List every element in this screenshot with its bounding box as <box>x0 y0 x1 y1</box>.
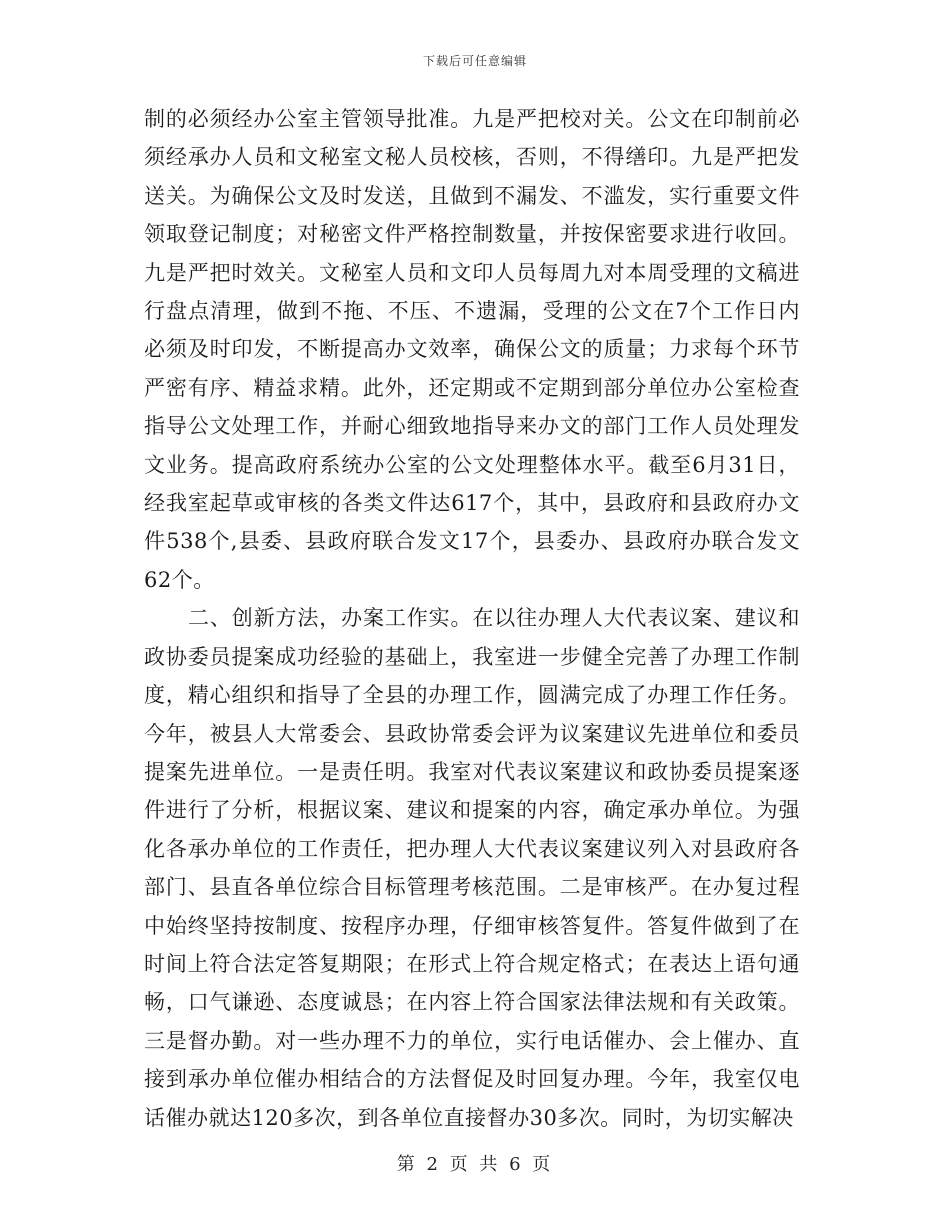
page-footer: 第 2 页 共 6 页 <box>396 1154 554 1175</box>
body-paragraph-2: 二、创新方法，办案工作实。在以往办理人大代表议案、建议和政协委员提案成功经验的基础上，我室进一步健全完善了办理工作制度，精心组织和指导了全县的办理工作，圆满完成了办理工作任务。今年，被县人大常委会、县政协常委会评为议案建议先进单位和委员提案先进单位。一是责任明。我室对代表议案建议和政协委员提案逐件进行了分析，根据议案、建议和提案的内容，确定承办单位。为强化各承办单位的工作责任，把办理人大代表议案建议列入对县政府各部门、县直各单位综合目标管理考核范围。二是审核严。在办复过程中始终坚持按制度、按程序办理，仔细审核答复件。答复件做到了在时间上符合法定答复期限；在形式上符合规定格式；在表达上语句通畅，口气谦逊、态度诚恳；在内容上符合国家法律法规和有关政策。三是督办勤。对一些办理不力的单位，实行电话催办、会上催办、直接到承办单位催办相结合的方法督促及时回复办理。今年，我室仅电话催办就达120多次，到各单位直接督办30多次。同时，为切实解决 <box>144 606 800 1130</box>
document-body <box>144 100 800 1137</box>
page-header: 下载后可任意编辑 <box>422 54 527 68</box>
body-paragraph-1: 制的必须经办公室主管领导批准。九是严把校对关。公文在印制前必须经承办人员和文秘室文秘人员校核，否则，不得缮印。九是严把发送关。为确保公文及时发送，且做到不漏发、不滥发，实行重要文件领取登记制度；对秘密文件严格控制数量，并按保密要求进行收回。九是严把时效关。文秘室人员和文印人员每周九对本周受理的文稿进行盘点清理，做到不拖、不压、不遗漏，受理的公文在7个工作日内必须及时印发，不断提高办文效率，确保公文的质量；力求每个环节严密有序、精益求精。此外，还定期或不定期到部分单位办公室检查指导公文处理工作，并耐心细致地指导来办文的部门工作人员处理发文业务。提高政府系统办公室的公文处理整体水平。截至6月31日，经我室起草或审核的各类文件达617个，其中，县政府和县政府办文件538个,县委、县政府联合发文17个，县委办、县政府办联合发文62个。 <box>144 107 800 592</box>
